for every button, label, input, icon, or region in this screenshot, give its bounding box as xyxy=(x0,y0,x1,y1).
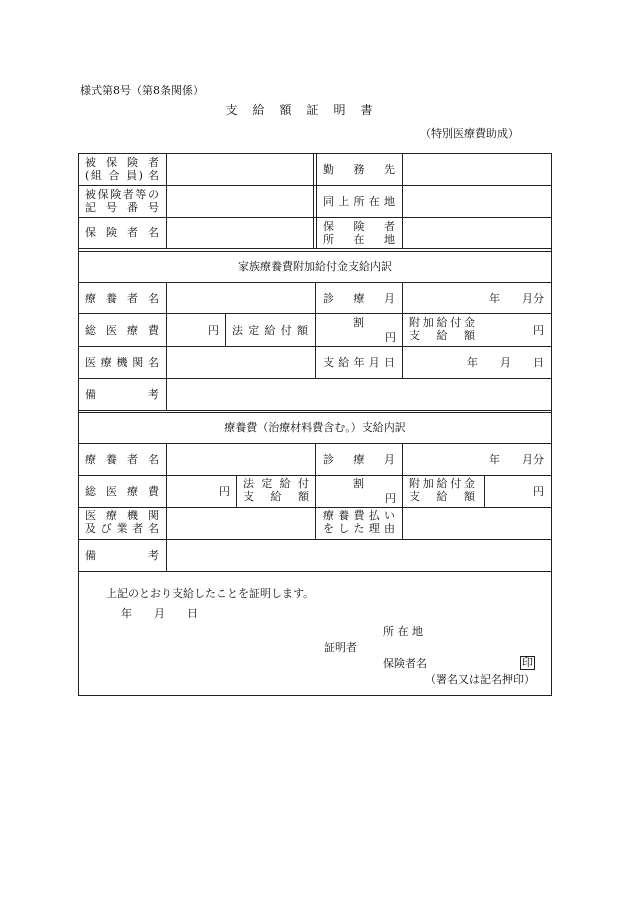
family-statutory-yen: 円 xyxy=(385,331,396,344)
certification-statement: 上記のとおり支給したことを証明します。 xyxy=(106,587,315,600)
family-payment-date-label: 支給年月日 xyxy=(323,356,395,369)
family-total-cost-label: 総 医 療 費 xyxy=(85,324,159,337)
insured-id-label: 被保険者等の 記 号 番 号 xyxy=(85,188,159,214)
document-title xyxy=(218,101,380,118)
form-number: 様式第8号（第8条関係） xyxy=(80,84,204,97)
family-institution-label: 医療機関名 xyxy=(85,356,159,369)
treatment-treatment-month-label: 診 療 月 xyxy=(323,453,395,466)
treatment-total-cost-yen: 円 xyxy=(219,485,230,498)
title-char: 支 xyxy=(225,103,238,117)
family-remarks-label: 備 考 xyxy=(85,388,159,401)
certifier-label: 証明者 xyxy=(324,641,357,654)
insurer-address-label: 保 険 者 所 在 地 xyxy=(323,220,395,246)
treatment-statutory-benefit-label: 法 定 給 付 支 給 額 xyxy=(243,477,309,503)
treatment-institution-label: 医 療 機 関 及び業者名 xyxy=(85,509,159,535)
signature-note: （署名又は記名押印） xyxy=(425,673,535,686)
treatment-patient-name-label: 療 養 者 名 xyxy=(85,453,159,466)
treatment-reason-label: 療養費払い をした理由 xyxy=(323,509,395,535)
seal-mark: 印 xyxy=(522,656,533,669)
treatment-year-month-value: 年 月分 xyxy=(489,453,544,466)
treatment-section-heading: 療養費（治療材料費含む。）支給内訳 xyxy=(224,421,406,434)
treatment-statutory-yen: 円 xyxy=(385,492,396,505)
treatment-additional-benefit-label: 附加給付金 支 給 額 xyxy=(409,477,475,503)
title-char: 証 xyxy=(306,103,319,117)
certifier-insurer-label: 保険者名 xyxy=(383,657,427,670)
insured-name-label: 被 保 険 者 (組 合 員) 名 xyxy=(85,156,159,182)
family-total-cost-yen: 円 xyxy=(208,324,219,337)
family-section-heading: 家族療養費附加給付金支給内訳 xyxy=(238,260,392,273)
treatment-total-cost-label: 総 医 療 費 xyxy=(85,485,159,498)
title-char: 給 xyxy=(252,103,265,117)
workplace-address-label: 同上所在地 xyxy=(323,195,395,208)
certifier-address-label: 所 在 地 xyxy=(383,625,423,638)
family-treatment-month-label: 診 療 月 xyxy=(323,292,395,305)
insurer-name-label: 保 険 者 名 xyxy=(85,226,159,239)
treatment-ratio-label: 割 xyxy=(353,477,364,490)
certification-date: 年 月 日 xyxy=(121,607,198,620)
family-additional-yen: 円 xyxy=(533,324,544,337)
title-char: 書 xyxy=(360,103,373,117)
document-subtitle: （特別医療費助成） xyxy=(420,127,519,140)
family-patient-name-label: 療 養 者 名 xyxy=(85,292,159,305)
family-date-value: 年 月 日 xyxy=(467,356,544,369)
title-char: 明 xyxy=(333,103,346,117)
workplace-label: 勤 務 先 xyxy=(323,163,395,176)
title-char: 額 xyxy=(279,103,292,117)
family-additional-benefit-label: 附加給付金 支 給 額 xyxy=(409,316,475,342)
family-ratio-label: 割 xyxy=(353,316,364,329)
treatment-remarks-label: 備 考 xyxy=(85,549,159,562)
family-year-month-value: 年 月分 xyxy=(489,292,544,305)
family-statutory-benefit-label: 法 定 給 付 額 xyxy=(232,324,308,337)
treatment-additional-yen: 円 xyxy=(533,485,544,498)
